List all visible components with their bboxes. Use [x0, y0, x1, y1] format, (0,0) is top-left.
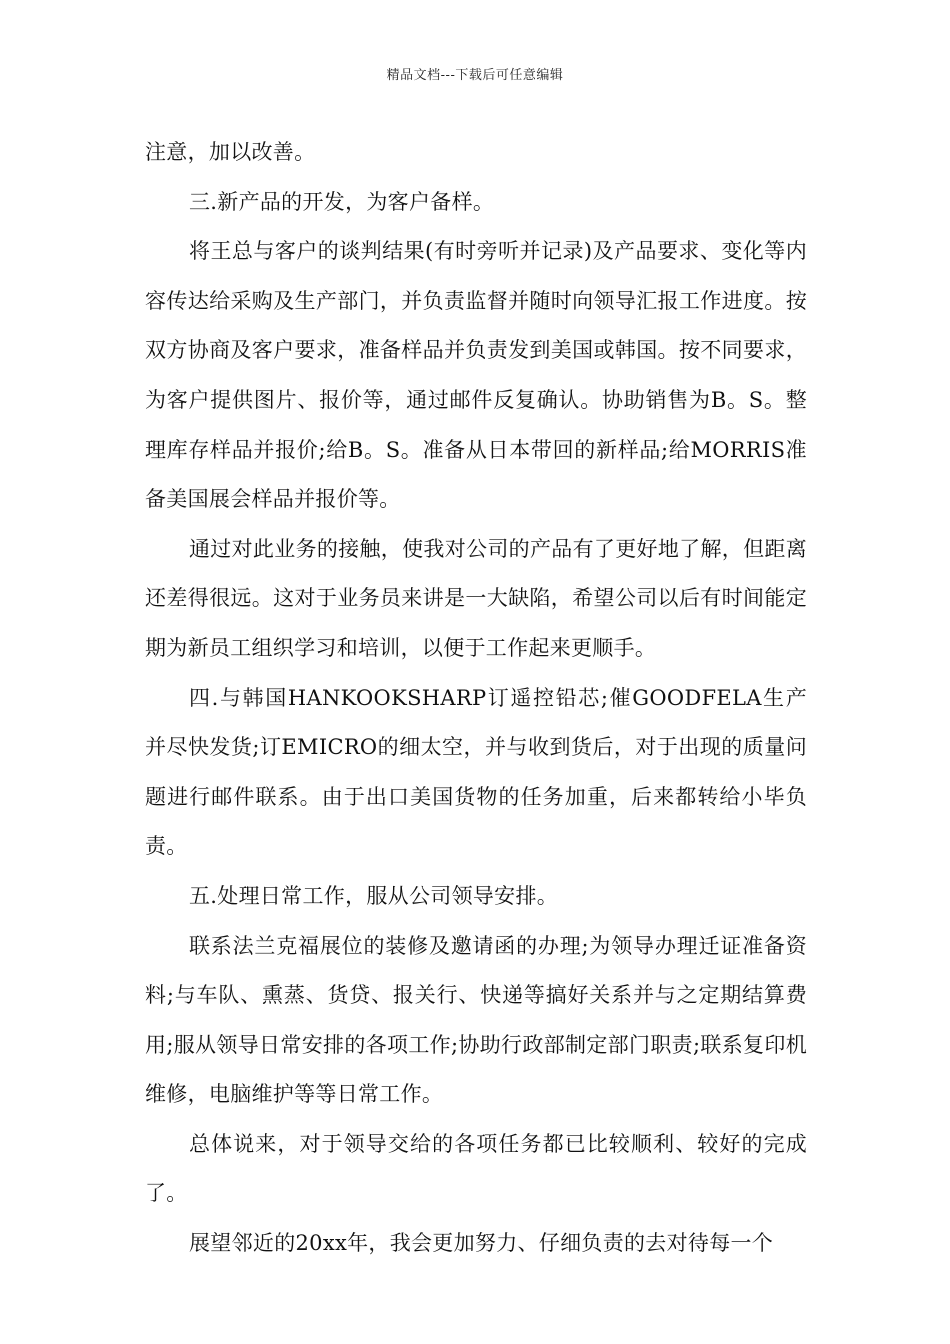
paragraph: 将王总与客户的谈判结果(有时旁听并记录)及产品要求、变化等内容传达给采购及生产部门，并负责监督并随时向领导汇报工作进度。按双方协商及客户要求，准备样品并负责发到美国或韩国。按不同要求，为客户提供图片、报价等，通过邮件反复确认。协助销售为B。S。整理库存样品并报价;给B。S。准备从日本带回的新样品;给MORRIS准备美国展会样品并报价等。 [145, 239, 807, 512]
paragraph: 五.处理日常工作，服从公司领导安排。 [189, 883, 559, 908]
paragraph: 总体说来，对于领导交给的各项任务都已比较顺利、较好的完成了。 [145, 1131, 807, 1206]
paragraph: 四.与韩国HANKOOKSHARP订遥控铅芯;催GOODFELA生产并尽快发货;订EMICRO的细太空，并与收到货后，对于出现的质量问题进行邮件联系。由于出口美国货物的任务加重，后来都转给小毕负责。 [145, 685, 807, 859]
paragraph: 通过对此业务的接触，使我对公司的产品有了更好地了解，但距离还差得很远。这对于业务员来讲是一大缺陷，希望公司以后有时间能定期为新员工组织学习和培训，以便于工作起来更顺手。 [145, 536, 807, 660]
paragraph: 展望邻近的20xx年，我会更加努力、仔细负责的去对待每一个 [189, 1231, 774, 1256]
page-header: 精品文档---下载后可任意编辑 [386, 68, 564, 83]
paragraph: 注意，加以改善。 [145, 140, 316, 164]
paragraph: 联系法兰克福展位的装修及邀请函的办理;为领导办理迁证准备资料;与车队、熏蒸、货贷、报关行、快递等搞好关系并与之定期结算费用;服从领导日常安排的各项工作;协助行政部制定部门职责;联系复印机维修，电脑维护等等日常工作。 [145, 933, 807, 1107]
paragraph: 三.新产品的开发，为客户备样。 [189, 189, 495, 214]
document-body [145, 128, 807, 1269]
